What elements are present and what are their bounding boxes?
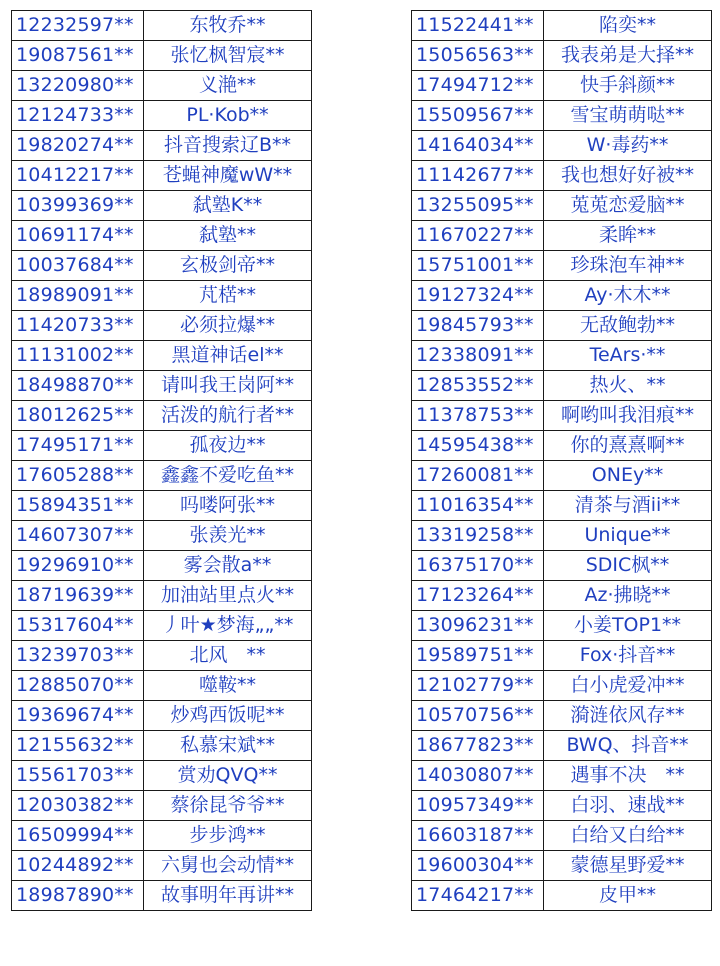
table-row [12,641,312,671]
nickname-cell: 北风 ** [144,641,312,671]
nickname-cell: 弑塾** [144,221,312,251]
user-id-cell: 19127324** [412,281,544,311]
table-row [12,701,312,731]
nickname-cell: 加油站里点火** [144,581,312,611]
user-id-cell: 13255095** [412,191,544,221]
user-id-cell: 16603187** [412,821,544,851]
table-row [12,611,312,641]
table-row [412,251,712,281]
nickname-cell: 白羽、速战** [544,791,712,821]
table-row [12,71,312,101]
user-id-cell: 10691174** [12,221,144,251]
user-id-cell: 19087561** [12,41,144,71]
user-id-cell: 17123264** [412,581,544,611]
nickname-cell: 雪宝萌萌哒** [544,101,712,131]
user-id-cell: 13239703** [12,641,144,671]
nickname-cell: TeArs·** [544,341,712,371]
table-row [12,131,312,161]
nickname-cell: 鑫鑫不爱吃鱼** [144,461,312,491]
table-row [412,761,712,791]
user-id-cell: 12232597** [12,11,144,41]
table-row [412,641,712,671]
nickname-cell: W·毒药** [544,131,712,161]
table-row [12,491,312,521]
user-id-cell: 11131002** [12,341,144,371]
table-row [12,221,312,251]
user-id-cell: 10412217** [12,161,144,191]
nickname-cell: 漪涟依风存** [544,701,712,731]
table-row [12,311,312,341]
table-row [412,611,712,641]
nickname-cell: 遇事不决 ** [544,761,712,791]
table-row [12,731,312,761]
nickname-cell: 清茶与酒ii** [544,491,712,521]
user-id-cell: 19820274** [12,131,144,161]
user-id-cell: 10957349** [412,791,544,821]
table-row [412,311,712,341]
table-row [12,341,312,371]
table-row [12,761,312,791]
nickname-cell: 私慕宋斌** [144,731,312,761]
table-row [12,881,312,911]
user-id-cell: 12102779** [412,671,544,701]
user-id-cell: 17464217** [412,881,544,911]
user-id-cell: 18719639** [12,581,144,611]
nickname-cell: 皮甲** [544,881,712,911]
table-row [12,281,312,311]
user-id-cell: 10244892** [12,851,144,881]
nickname-cell: 莵莵恋爱脑** [544,191,712,221]
nickname-cell: 步步鸿** [144,821,312,851]
nickname-cell: Fox·抖音** [544,641,712,671]
nickname-cell: 珍珠泡车神** [544,251,712,281]
nickname-cell: 小姜TOP1** [544,611,712,641]
user-id-cell: 17605288** [12,461,144,491]
table-row [12,371,312,401]
table-row [12,431,312,461]
user-id-cell: 15751001** [412,251,544,281]
table-row [412,821,712,851]
user-id-cell: 11016354** [412,491,544,521]
user-id-cell: 16509994** [12,821,144,851]
table-row [412,881,712,911]
nickname-cell: 热火、** [544,371,712,401]
table-row [412,281,712,311]
nickname-cell: 雾会散a** [144,551,312,581]
table-row [12,791,312,821]
nickname-cell: 义滟** [144,71,312,101]
table-row [12,41,312,71]
left-roster-table [11,10,312,911]
user-id-cell: 14595438** [412,431,544,461]
user-id-cell: 11670227** [412,221,544,251]
table-row [12,551,312,581]
table-row [12,581,312,611]
nickname-cell: 活泼的航行者** [144,401,312,431]
nickname-cell: 请叫我王岗阿** [144,371,312,401]
table-row [12,161,312,191]
table-row [412,491,712,521]
nickname-cell: 六舅也会动情** [144,851,312,881]
user-id-cell: 13319258** [412,521,544,551]
user-id-cell: 19296910** [12,551,144,581]
nickname-cell: 张羡光** [144,521,312,551]
user-id-cell: 15317604** [12,611,144,641]
right-roster-table [411,10,712,911]
nickname-cell: 玄极剑帝** [144,251,312,281]
user-id-cell: 18677823** [412,731,544,761]
nickname-cell: 你的熹熹啊** [544,431,712,461]
nickname-cell: 孤夜边** [144,431,312,461]
nickname-cell: 吗喽阿张** [144,491,312,521]
nickname-cell: BWQ、抖音** [544,731,712,761]
nickname-cell: 苍蝇神魔wW** [144,161,312,191]
user-id-cell: 15509567** [412,101,544,131]
table-row [412,191,712,221]
user-id-cell: 12853552** [412,371,544,401]
user-id-cell: 17494712** [412,71,544,101]
table-row [12,191,312,221]
table-row [12,521,312,551]
nickname-cell: 啊哟叫我泪痕** [544,401,712,431]
table-row [412,41,712,71]
nickname-cell: Az·拂晓** [544,581,712,611]
user-id-cell: 17495171** [12,431,144,461]
user-id-cell: 11142677** [412,161,544,191]
table-row [412,431,712,461]
user-id-cell: 11378753** [412,401,544,431]
nickname-cell: 我也想好好被** [544,161,712,191]
nickname-cell: 黑道神话el** [144,341,312,371]
user-id-cell: 18012625** [12,401,144,431]
nickname-cell: 故事明年再讲** [144,881,312,911]
table-row [412,221,712,251]
nickname-cell: 蔡徐昆爷爷** [144,791,312,821]
table-row [412,461,712,491]
nickname-cell: 必须拉爆** [144,311,312,341]
nickname-cell: 赏劝QVQ** [144,761,312,791]
user-id-cell: 11420733** [12,311,144,341]
table-row [412,731,712,761]
user-id-cell: 12124733** [12,101,144,131]
nickname-cell: 芃楛** [144,281,312,311]
nickname-cell: Ay·木木** [544,281,712,311]
table-row [412,341,712,371]
nickname-cell: 抖音搜索辽B** [144,131,312,161]
nickname-cell: 丿叶★梦海„„** [144,611,312,641]
user-id-cell: 14030807** [412,761,544,791]
nickname-cell: 白给又白给** [544,821,712,851]
right-roster-body [412,11,712,911]
table-row [412,581,712,611]
nickname-cell: ONEy** [544,461,712,491]
user-id-cell: 15894351** [12,491,144,521]
user-id-cell: 14607307** [12,521,144,551]
user-id-cell: 18498870** [12,371,144,401]
user-id-cell: 17260081** [412,461,544,491]
nickname-cell: 张忆枫智宸** [144,41,312,71]
user-id-cell: 12885070** [12,671,144,701]
nickname-cell: 无敌鲍勃** [544,311,712,341]
table-row [12,461,312,491]
left-roster-body [12,11,312,911]
table-row [412,791,712,821]
table-row [412,131,712,161]
nickname-cell: 噬鞍** [144,671,312,701]
table-row [412,551,712,581]
table-row [12,851,312,881]
nickname-cell: 陷奕** [544,11,712,41]
nickname-cell: 白小虎爱冲** [544,671,712,701]
user-id-cell: 19600304** [412,851,544,881]
nickname-cell: 炒鸡西饭呢** [144,701,312,731]
table-row [412,671,712,701]
user-id-cell: 19589751** [412,641,544,671]
nickname-cell: 蒙德星野爱** [544,851,712,881]
table-row [12,821,312,851]
user-id-cell: 18987890** [12,881,144,911]
nickname-cell: 东牧乔** [144,11,312,41]
nickname-cell: 弑塾K** [144,191,312,221]
user-id-cell: 14164034** [412,131,544,161]
nickname-cell: PL·Kob** [144,101,312,131]
table-row [412,161,712,191]
user-id-cell: 10570756** [412,701,544,731]
table-row [412,371,712,401]
table-row [412,401,712,431]
nickname-cell: Unique** [544,521,712,551]
user-id-cell: 10037684** [12,251,144,281]
user-id-cell: 12155632** [12,731,144,761]
user-id-cell: 12338091** [412,341,544,371]
table-row [412,11,712,41]
table-row [412,521,712,551]
table-row [412,851,712,881]
table-row [412,101,712,131]
table-row [12,401,312,431]
nickname-cell: 快手斜颜** [544,71,712,101]
user-id-cell: 15561703** [12,761,144,791]
table-row [12,101,312,131]
user-id-cell: 19369674** [12,701,144,731]
user-id-cell: 13220980** [12,71,144,101]
user-id-cell: 15056563** [412,41,544,71]
nickname-cell: SDIC枫** [544,551,712,581]
table-row [412,71,712,101]
user-id-cell: 11522441** [412,11,544,41]
user-id-cell: 18989091** [12,281,144,311]
table-row [412,701,712,731]
user-id-cell: 10399369** [12,191,144,221]
user-id-cell: 19845793** [412,311,544,341]
table-row [12,671,312,701]
nickname-cell: 柔眸** [544,221,712,251]
nickname-cell: 我表弟是大择** [544,41,712,71]
table-row [12,11,312,41]
user-id-cell: 12030382** [12,791,144,821]
user-id-cell: 16375170** [412,551,544,581]
table-row [12,251,312,281]
user-id-cell: 13096231** [412,611,544,641]
